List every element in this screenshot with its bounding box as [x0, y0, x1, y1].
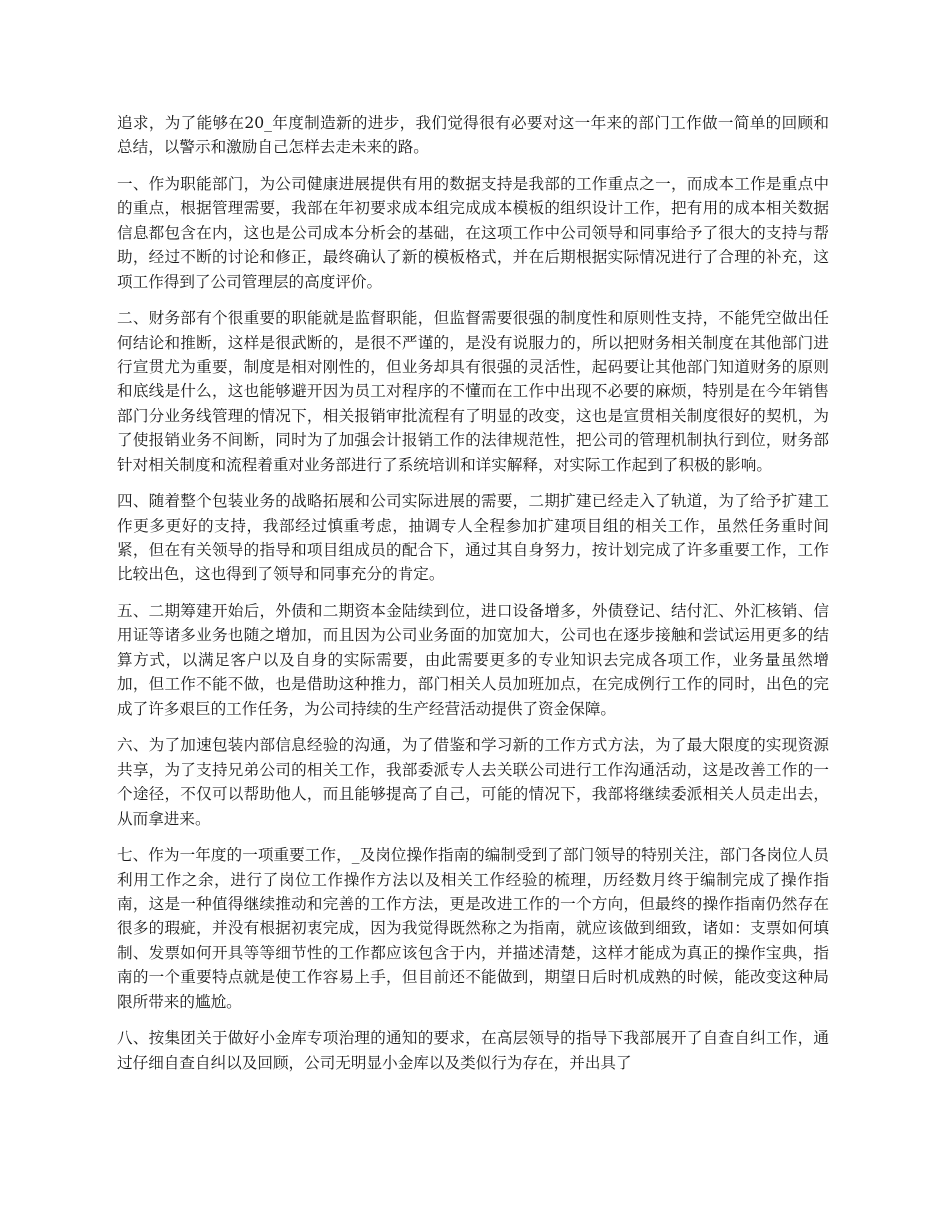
paragraph-section-4: 四、随着整个包装业务的战略拓展和公司实际进展的需要，二期扩建已经走入了轨道，为了给予扩建工作更多更好的支持，我部经过慎重考虑，抽调专人全程参加扩建项目组的相关工作，虽然任务重时间紧，但在有关领导的指导和项目组成员的配合下，通过其自身努力，按计划完成了许多重要工作，工作比较出色，这也得到了领导和同事充分的肯定。	[117, 492, 829, 584]
paragraph-section-8: 八、按集团关于做好小金库专项治理的通知的要求，在高层领导的指导下我部展开了自查自纠工作，通过仔细自查自纠以及回顾，公司无明显小金库以及类似行为存在，并出具了	[117, 1029, 829, 1072]
paragraph-section-7: 七、作为一年度的一项重要工作，_及岗位操作指南的编制受到了部门领导的特别关注，部门各岗位人员利用工作之余，进行了岗位工作操作方法以及相关工作经验的梳理，历经数月终于编制完成了操作指南，这是一种值得继续推动和完善的工作方法，更是改进工作的一个方向，但最终的操作指南仍然存在很多的瑕疵，并没有根据初衷完成，因为我觉得既然称之为指南，就应该做到细致，诸如：支票如何填制、发票如何开具等等细节性的工作都应该包含于内，并描述清楚，这样才能成为真正的操作宝典，指南的一个重要特点就是使工作容易上手，但目前还不能做到，期望日后时机成熟的时候，能改变这种局限所带来的尴尬。	[117, 846, 829, 1011]
paragraph-intro: 追求，为了能够在20_年度制造新的进步，我们觉得很有必要对这一年来的部门工作做一简单的回顾和总结，以警示和激励自己怎样去走未来的路。	[117, 114, 829, 157]
paragraph-section-6: 六、为了加速包装内部信息经验的沟通，为了借鉴和学习新的工作方式方法，为了最大限度的实现资源共享，为了支持兄弟公司的相关工作，我部委派专人去关联公司进行工作沟通活动，这是改善工作的一个途径，不仅可以帮助他人，而且能够提高了自己，可能的情况下，我部将继续委派相关人员走出去，从而拿进来。	[117, 736, 829, 828]
document-body	[117, 111, 829, 1087]
paragraph-section-5: 五、二期筹建开始后，外债和二期资本金陆续到位，进口设备增多，外债登记、结付汇、外汇核销、信用证等诸多业务也随之增加，而且因为公司业务面的加宽加大，公司也在逐步接触和尝试运用更多的结算方式，以满足客户以及自身的实际需要，由此需要更多的专业知识去完成各项工作，业务量虽然增加，但工作不能不做，也是借助这种推力，部门相关人员加班加点，在完成例行工作的同时，出色的完成了许多艰巨的工作任务，为公司持续的生产经营活动提供了资金保障。	[117, 602, 829, 718]
paragraph-section-1: 一、作为职能部门，为公司健康进展提供有用的数据支持是我部的工作重点之一，而成本工作是重点中的重点，根据管理需要，我部在年初要求成本组完成成本模板的组织设计工作，把有用的成本相关数据信息都包含在内，这也是公司成本分析会的基础，在这项工作中公司领导和同事给予了很大的支持与帮助，经过不断的讨论和修正，最终确认了新的模板格式，并在后期根据实际情况进行了合理的补充，这项工作得到了公司管理层的高度评价。	[117, 175, 829, 291]
paragraph-section-2: 二、财务部有个很重要的职能就是监督职能，但监督需要很强的制度性和原则性支持，不能凭空做出任何结论和推断，这样是很武断的，是很不严谨的，是没有说服力的，所以把财务相关制度在其他部门进行宣贯尤为重要，制度是相对刚性的，但业务却具有很强的灵活性，起码要让其他部门知道财务的原则和底线是什么，这也能够避开因为员工对程序的不懂而在工作中出现不必要的麻烦，特别是在今年销售部门分业务线管理的情况下，相关报销审批流程有了明显的改变，这也是宣贯相关制度很好的契机，为了使报销业务不间断，同时为了加强会计报销工作的法律规范性，把公司的管理机制执行到位，财务部针对相关制度和流程着重对业务部进行了系统培训和详实解释，对实际工作起到了积极的影响。	[117, 309, 829, 474]
